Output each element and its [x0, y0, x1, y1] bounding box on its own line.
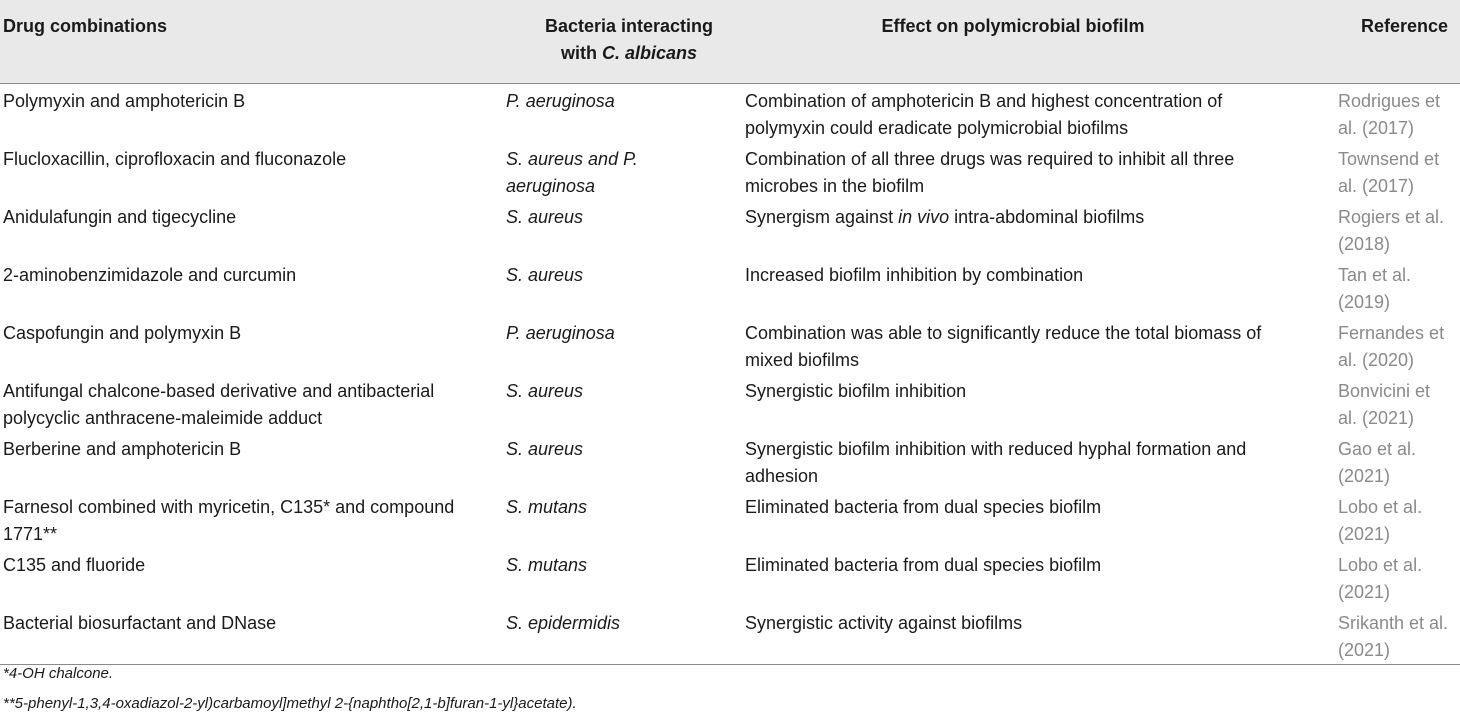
bacteria-cell: P. aeruginosa — [506, 90, 615, 111]
effect-cell — [740, 316, 1325, 374]
effect-text: Synergistic biofilm inhibition with reduced hyphal formation and adhesion — [745, 438, 1247, 486]
drug-combination-cell: Antifungal chalcone-based derivative and antibacterial polycyclic anthracene-maleimide adduct — [3, 380, 435, 428]
table-row — [0, 606, 1460, 665]
bacteria-cell: S. mutans — [506, 554, 588, 575]
drug-combination-cell: 2-aminobenzimidazole and curcumin — [3, 264, 297, 285]
table-row — [0, 432, 1460, 490]
effect-text: Combination of all three drugs was required to inhibit all three microbes in the biofilm — [745, 148, 1235, 196]
table-row — [0, 142, 1460, 200]
effect-cell — [740, 432, 1325, 490]
effect-text-italic: in vivo — [898, 206, 950, 227]
footnote-1: *4-OH chalcone. — [3, 665, 114, 682]
effect-cell — [740, 258, 1325, 316]
bacteria-cell: S. aureus — [506, 380, 584, 401]
drug-combination-cell: Berberine and amphotericin B — [3, 438, 242, 459]
bacteria-cell: P. aeruginosa — [506, 322, 615, 343]
header-effect: Effect on polymicrobial biofilm — [740, 0, 1325, 83]
table-row — [0, 374, 1460, 432]
drug-combination-cell: Polymyxin and amphotericin B — [3, 90, 246, 111]
header-bacteria-prefix: with — [560, 43, 602, 63]
reference-cell: Fernandes et al. (2020) — [1338, 322, 1445, 370]
header-bacteria-species: C. albicans — [601, 43, 698, 63]
reference-cell: Gao et al. (2021) — [1338, 438, 1417, 486]
effect-cell — [740, 606, 1325, 665]
table-body — [0, 83, 1460, 664]
bacteria-cell: S. aureus — [506, 264, 584, 285]
bacteria-cell: S. aureus and P. aeruginosa — [506, 148, 638, 196]
drug-combination-cell: C135 and fluoride — [3, 554, 146, 575]
effect-text: Eliminated bacteria from dual species biofilm — [745, 554, 1102, 575]
header-reference: Reference — [1325, 0, 1460, 83]
footnote-2: **5-phenyl-1,3,4-oxadiazol-2-yl)carbamoyl]methyl 2-{naphtho[2,1-b]furan-1-yl}acetate). — [3, 695, 577, 712]
effect-text: Synergism against — [745, 206, 899, 227]
table-row — [0, 200, 1460, 258]
drug-combination-cell: Bacterial biosurfactant and DNase — [0, 606, 500, 665]
reference-cell: Tan et al. (2019) — [1338, 264, 1412, 312]
table-row — [0, 316, 1460, 374]
reference-cell: Bonvicini et al. (2021) — [1338, 380, 1431, 428]
effect-cell — [740, 142, 1325, 200]
table-row — [0, 548, 1460, 606]
drug-combination-cell: Caspofungin and polymyxin B — [3, 322, 242, 343]
bacteria-cell: S. epidermidis — [500, 606, 740, 665]
header-bacteria — [500, 0, 740, 83]
table-row — [0, 83, 1460, 142]
effect-text: Increased biofilm inhibition by combination — [745, 264, 1084, 285]
drug-combination-cell: Farnesol combined with myricetin, C135* and compound 1771** — [3, 496, 455, 544]
reference-cell: Lobo et al. (2021) — [1338, 496, 1423, 544]
reference-cell: Srikanth et al. (2021) — [1325, 606, 1460, 665]
table-row — [0, 258, 1460, 316]
header-bacteria-line1: Bacteria interacting — [544, 16, 714, 36]
effect-cell — [740, 490, 1325, 548]
bacteria-cell: S. mutans — [506, 496, 588, 517]
reference-cell: Rodrigues et al. (2017) — [1338, 90, 1441, 138]
header-row — [0, 0, 1460, 83]
effect-cell — [740, 374, 1325, 432]
reference-cell: Townsend et al. (2017) — [1338, 148, 1440, 196]
effect-text: Combination of amphotericin B and highest concentration of polymyxin could eradicate polymicrobial biofilms — [745, 90, 1223, 138]
bacteria-cell: S. aureus — [506, 206, 584, 227]
table-row — [0, 490, 1460, 548]
reference-cell: Rogiers et al. (2018) — [1338, 206, 1445, 254]
effect-text: Synergistic biofilm inhibition — [745, 380, 967, 401]
effect-cell — [740, 83, 1325, 142]
table-header — [0, 0, 1460, 83]
reference-cell: Lobo et al. (2021) — [1338, 554, 1423, 602]
effect-cell — [740, 548, 1325, 606]
effect-cell — [740, 200, 1325, 258]
footnotes — [3, 659, 577, 719]
drug-combination-cell: Flucloxacillin, ciprofloxacin and fluconazole — [3, 148, 347, 169]
effect-text: Combination was able to significantly reduce the total biomass of mixed biofilms — [745, 322, 1262, 370]
effect-text-tail: intra-abdominal biofilms — [949, 206, 1145, 227]
header-drug-combinations: Drug combinations — [0, 0, 500, 83]
bacteria-cell: S. aureus — [506, 438, 584, 459]
drug-combination-cell: Anidulafungin and tigecycline — [3, 206, 237, 227]
effect-text: Eliminated bacteria from dual species biofilm — [745, 496, 1102, 517]
effect-text: Synergistic activity against biofilms — [745, 612, 1023, 633]
